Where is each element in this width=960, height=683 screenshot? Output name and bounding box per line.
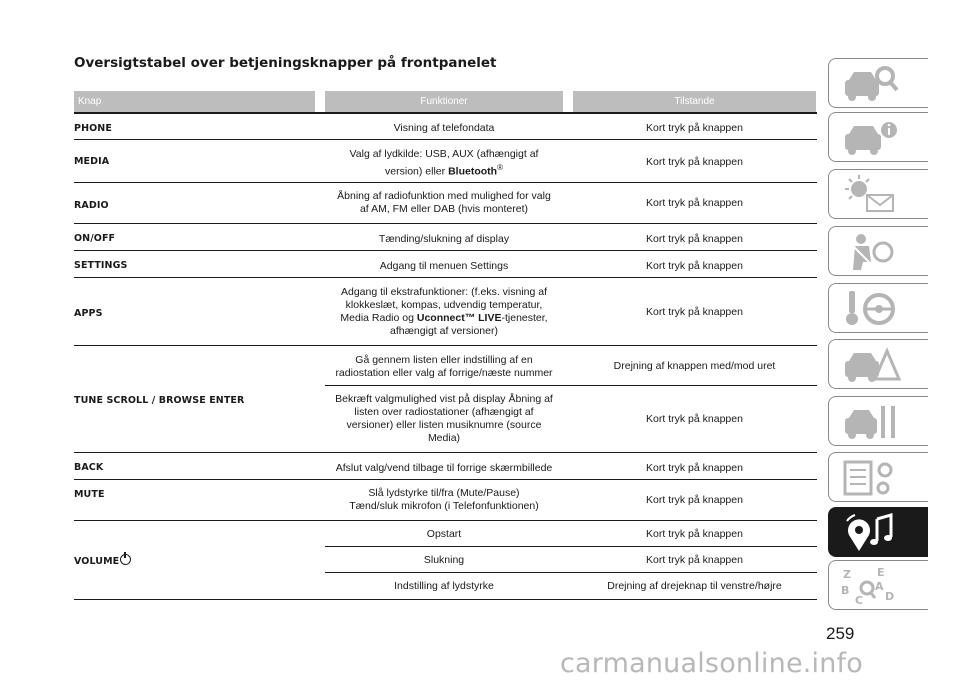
header-knap: Knap: [74, 91, 315, 112]
function-text: Indstilling af lydstyrke: [394, 580, 494, 592]
state-text: Kort tryk på knappen: [646, 197, 743, 209]
state-text: Kort tryk på knappen: [646, 156, 743, 168]
table-row: [74, 183, 817, 224]
page-number: 259: [826, 624, 855, 643]
button-name: APPS: [74, 308, 103, 319]
state-text: Kort tryk på knappen: [646, 122, 743, 134]
button-name: TUNE SCROLL / BROWSE ENTER: [74, 395, 245, 406]
state-text: Drejning af knappen med/mod uret: [613, 360, 776, 372]
light-envelope-icon: [841, 175, 901, 215]
table-row: [74, 480, 817, 521]
function-text: Valg af lydkilde: USB, AUX (afhængigt af version) eller Bluetooth®: [349, 148, 539, 178]
function-text: Slukning: [423, 554, 465, 566]
state-text: Kort tryk på knappen: [646, 528, 743, 540]
tab-dashboard[interactable]: [828, 58, 928, 108]
table-row: [74, 453, 817, 480]
table-row: [74, 224, 817, 251]
button-name: PHONE: [74, 123, 112, 134]
button-name: MUTE: [74, 489, 105, 500]
state-text: Kort tryk på knappen: [646, 554, 743, 566]
airbag-seatbelt-icon: [841, 232, 901, 272]
state-text: Kort tryk på knappen: [646, 413, 743, 425]
table-header: [74, 91, 817, 112]
multimedia-navigation-icon: [841, 513, 901, 553]
table-row: [74, 251, 817, 278]
tab-safety[interactable]: [828, 226, 928, 276]
table-row: [74, 114, 817, 140]
tab-emergency[interactable]: [828, 339, 928, 389]
svg-text:Z: Z: [843, 568, 851, 581]
svg-text:E: E: [877, 566, 885, 579]
controls-table: [74, 91, 817, 600]
tab-start[interactable]: [828, 283, 928, 333]
alphabetical-index-icon: [841, 566, 901, 606]
function-text: Slå lydstyrke til/fra (Mute/Pause) Tænd/sluk mikrofon (i Telefonfunktionen): [349, 487, 539, 512]
svg-text:D: D: [885, 590, 895, 603]
svg-text:B: B: [841, 584, 850, 597]
function-text: Bekræft valgmulighed vist på display Åbning af listen over radiostationer (afhængigt af versioner) eller listen musiknumre (source Media): [335, 393, 553, 444]
button-name: BACK: [74, 462, 104, 473]
function-text: Adgang til menuen Settings: [379, 260, 509, 272]
car-info-icon: [841, 118, 901, 158]
car-warning-icon: [841, 345, 901, 385]
button-name: SETTINGS: [74, 260, 128, 271]
state-text: Kort tryk på knappen: [646, 462, 743, 474]
tab-index[interactable]: [828, 560, 928, 610]
svg-text:C: C: [855, 594, 864, 606]
tab-info[interactable]: [828, 112, 928, 162]
table-row: [74, 140, 817, 183]
table-row: [74, 278, 817, 346]
header-tilstande: Tilstande: [573, 91, 816, 112]
page-title: Oversigtstabel over betjeningsknapper på frontpanelet: [74, 55, 497, 71]
header-funktioner: Funktioner: [325, 91, 563, 112]
car-tools-icon: [841, 402, 901, 442]
button-name: ON/OFF: [74, 233, 116, 244]
function-text: Åbning af radiofunktion med mulighed for valg af AM, FM eller DAB (hvis monteret): [337, 190, 551, 215]
function-text: Gå gennem listen eller indstilling af en radiostation eller valg af forrige/næste nummer: [335, 354, 553, 379]
car-dashboard-search-icon: [841, 64, 901, 104]
button-name: MEDIA: [74, 156, 110, 167]
checklist-gears-icon: [841, 458, 901, 498]
table-row: [74, 521, 817, 600]
button-name: RADIO: [74, 200, 109, 211]
button-name: VOLUME: [74, 554, 131, 568]
function-text: Tænding/slukning af display: [378, 233, 510, 245]
state-text: Drejning af drejeknap til venstre/højre: [607, 580, 782, 592]
function-text: Visning af telefondata: [393, 122, 495, 134]
function-text: Adgang til ekstrafunktioner: (f.eks. visning af klokkeslæt, kompas, udvendig temperatur, Media Radio og Uconnect™ LIVE-tjenester, afhængigt af versioner): [340, 286, 548, 337]
state-text: Kort tryk på knappen: [646, 260, 743, 272]
tab-technical-data[interactable]: [828, 452, 928, 502]
tab-multimedia[interactable]: [828, 507, 928, 557]
state-text: Kort tryk på knappen: [646, 233, 743, 245]
tab-lights[interactable]: [828, 169, 928, 219]
state-text: Kort tryk på knappen: [646, 494, 743, 506]
state-text: Kort tryk på knappen: [646, 306, 743, 318]
svg-text:A: A: [875, 580, 884, 593]
watermark: carmanualsonline.info: [560, 648, 863, 679]
power-icon: [120, 554, 131, 565]
function-text: Afslut valg/vend tilbage til forrige skærmbillede: [335, 462, 553, 474]
table-row: [74, 346, 817, 453]
function-text: Opstart: [426, 528, 462, 540]
tab-maintenance[interactable]: [828, 396, 928, 446]
key-steering-wheel-icon: [841, 289, 901, 329]
